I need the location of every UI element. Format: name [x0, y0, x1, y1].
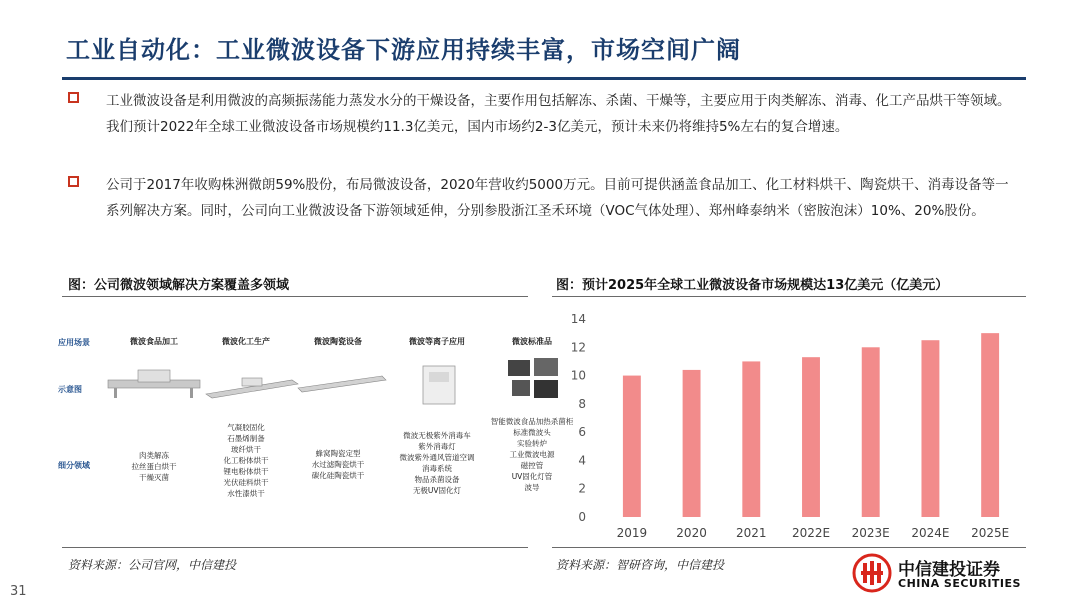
- y-tick-label: 4: [578, 453, 586, 468]
- bullet-icon: [68, 92, 79, 103]
- left-figure-rule: [62, 296, 528, 297]
- list-item: 光伏硅料烘干: [223, 478, 269, 487]
- list-item: 微波无极紫外消毒车: [403, 431, 471, 440]
- company-logo: [852, 553, 1032, 593]
- bar: [921, 340, 939, 517]
- x-tick-label: 2019: [616, 526, 648, 540]
- bullet-icon: [68, 176, 79, 187]
- x-tick-label: 2021: [736, 526, 767, 540]
- x-tick-label: 2023E: [851, 526, 890, 540]
- x-tick-label: 2025E: [971, 526, 1010, 540]
- bullet-paragraph-2: 公司于2017年收购株洲微朗59%股份，布局微波设备，2020年营收约5000万元。目前可提供涵盖食品加工、化工材料烘干、陶瓷烘干、消毒设备等一系列解决方案。同时，公司向工业微波设备下游领域延伸，分别参股浙江圣禾环境（VOC气体处理）、郑州峰泰纳米（密胺泡沫）10%、20%股份。: [106, 177, 1009, 219]
- left-figure-caption: 图：公司微波领域解决方案覆盖多领域: [68, 278, 290, 293]
- column-head: 微波标准品: [512, 337, 552, 346]
- bar: [742, 361, 760, 517]
- row-label-scene: 应用场景: [58, 338, 90, 347]
- bullet-paragraph-1: 工业微波设备是利用微波的高频振荡能力蒸发水分的干燥设备，主要作用包括解冻、杀菌、干燥等，主要应用于肉类解冻、消毒、化工产品烘干等领域。我们预计2022年全球工业微波设备市场规模约11.3亿美元，国内市场约2-3亿美元，预计未来仍将维持5%左右的复合增速。: [106, 93, 1011, 135]
- row-label-segment: 细分领域: [58, 461, 90, 470]
- list-item: 石墨烯制备: [227, 434, 265, 443]
- column-items: [312, 448, 365, 481]
- list-item: 磁控管: [520, 461, 544, 470]
- y-tick-label: 14: [570, 312, 586, 326]
- list-item: 气凝胶固化: [227, 423, 265, 432]
- page-number: 31: [10, 584, 27, 599]
- list-item: 智能微波食品加热杀菌柜: [490, 417, 574, 426]
- bar: [802, 357, 820, 517]
- left-source-note: 资料来源：公司官网，中信建投: [68, 558, 237, 572]
- x-tick-label: 2022E: [791, 526, 831, 540]
- y-tick-label: 8: [578, 396, 586, 411]
- list-item: 化工粉体烘干: [223, 456, 269, 465]
- column-head: 微波陶瓷设备: [314, 337, 362, 346]
- y-tick-label: 6: [578, 425, 586, 440]
- list-item: 工业微波电源: [509, 450, 555, 459]
- list-item: 微波紫外通风管道空调: [399, 453, 475, 462]
- column-items: [132, 450, 177, 483]
- column-items: [400, 430, 475, 496]
- right-figure-caption: 图：预计2025年全球工业微波设备市场规模达13亿美元（亿美元）: [556, 278, 949, 293]
- list-item: 标准微波头: [513, 428, 551, 437]
- list-item: 蜂窝陶瓷定型: [315, 449, 361, 458]
- bar-chart-svg: [560, 305, 1030, 545]
- solutions-panel: [52, 326, 572, 526]
- list-item: 肉类解冻: [139, 451, 169, 460]
- food-processing-machine-icon: [104, 366, 204, 402]
- column-head: 微波化工生产: [222, 337, 270, 346]
- right-source-rule: [552, 547, 1026, 548]
- bar: [981, 333, 999, 517]
- list-item: 干燥灭菌: [139, 473, 169, 482]
- x-tick-label: 2020: [676, 526, 707, 540]
- list-item: 无极UV固化灯: [412, 486, 462, 495]
- list-item: 拉丝蛋白烘干: [131, 462, 177, 471]
- list-item: 水性漆烘干: [227, 489, 265, 498]
- page-title: 工业自动化：工业微波设备下游应用持续丰富，市场空间广阔: [66, 36, 741, 64]
- list-item: 波导: [524, 483, 540, 492]
- y-tick-label: 0: [578, 510, 586, 524]
- list-item: 消毒系统: [422, 464, 452, 473]
- standard-parts-icon: [504, 354, 564, 404]
- list-item: 玻纤烘干: [231, 445, 261, 454]
- list-item: 紫外消毒灯: [418, 442, 456, 451]
- row-label-diagram: 示意图: [58, 385, 82, 394]
- list-item: 碳化硅陶瓷烘干: [311, 471, 365, 480]
- x-tick-label: 2024E: [911, 526, 950, 540]
- ceramic-machine-icon: [294, 370, 390, 398]
- list-item: 锂电粉体烘干: [223, 467, 269, 476]
- column-items: [224, 422, 269, 499]
- y-tick-label: 10: [570, 368, 586, 383]
- right-source-note: 资料来源：智研咨询，中信建投: [556, 558, 725, 572]
- market-size-chart: [560, 305, 1030, 545]
- logo-chinese-name: 中信建投证券: [898, 560, 1000, 580]
- list-item: 水过滤陶瓷烘干: [311, 460, 365, 469]
- list-item: 物品杀菌设备: [414, 475, 460, 484]
- y-tick-label: 2: [578, 481, 586, 496]
- bar: [683, 370, 701, 517]
- company-logo-icon: [852, 553, 892, 593]
- column-head: 微波食品加工: [130, 337, 178, 346]
- chemical-machine-icon: [202, 372, 302, 404]
- right-figure-rule: [552, 296, 1026, 297]
- y-tick-label: 12: [570, 340, 586, 355]
- bar: [623, 376, 641, 517]
- column-head: 微波等离子应用: [409, 337, 465, 346]
- list-item: 实验转炉: [517, 439, 547, 448]
- list-item: UV固化灯管: [511, 472, 553, 481]
- bar: [862, 347, 880, 517]
- plasma-device-icon: [417, 358, 461, 408]
- left-source-rule: [62, 547, 528, 548]
- logo-english-name: CHINA SECURITIES: [898, 577, 1021, 590]
- title-divider: [62, 77, 1026, 80]
